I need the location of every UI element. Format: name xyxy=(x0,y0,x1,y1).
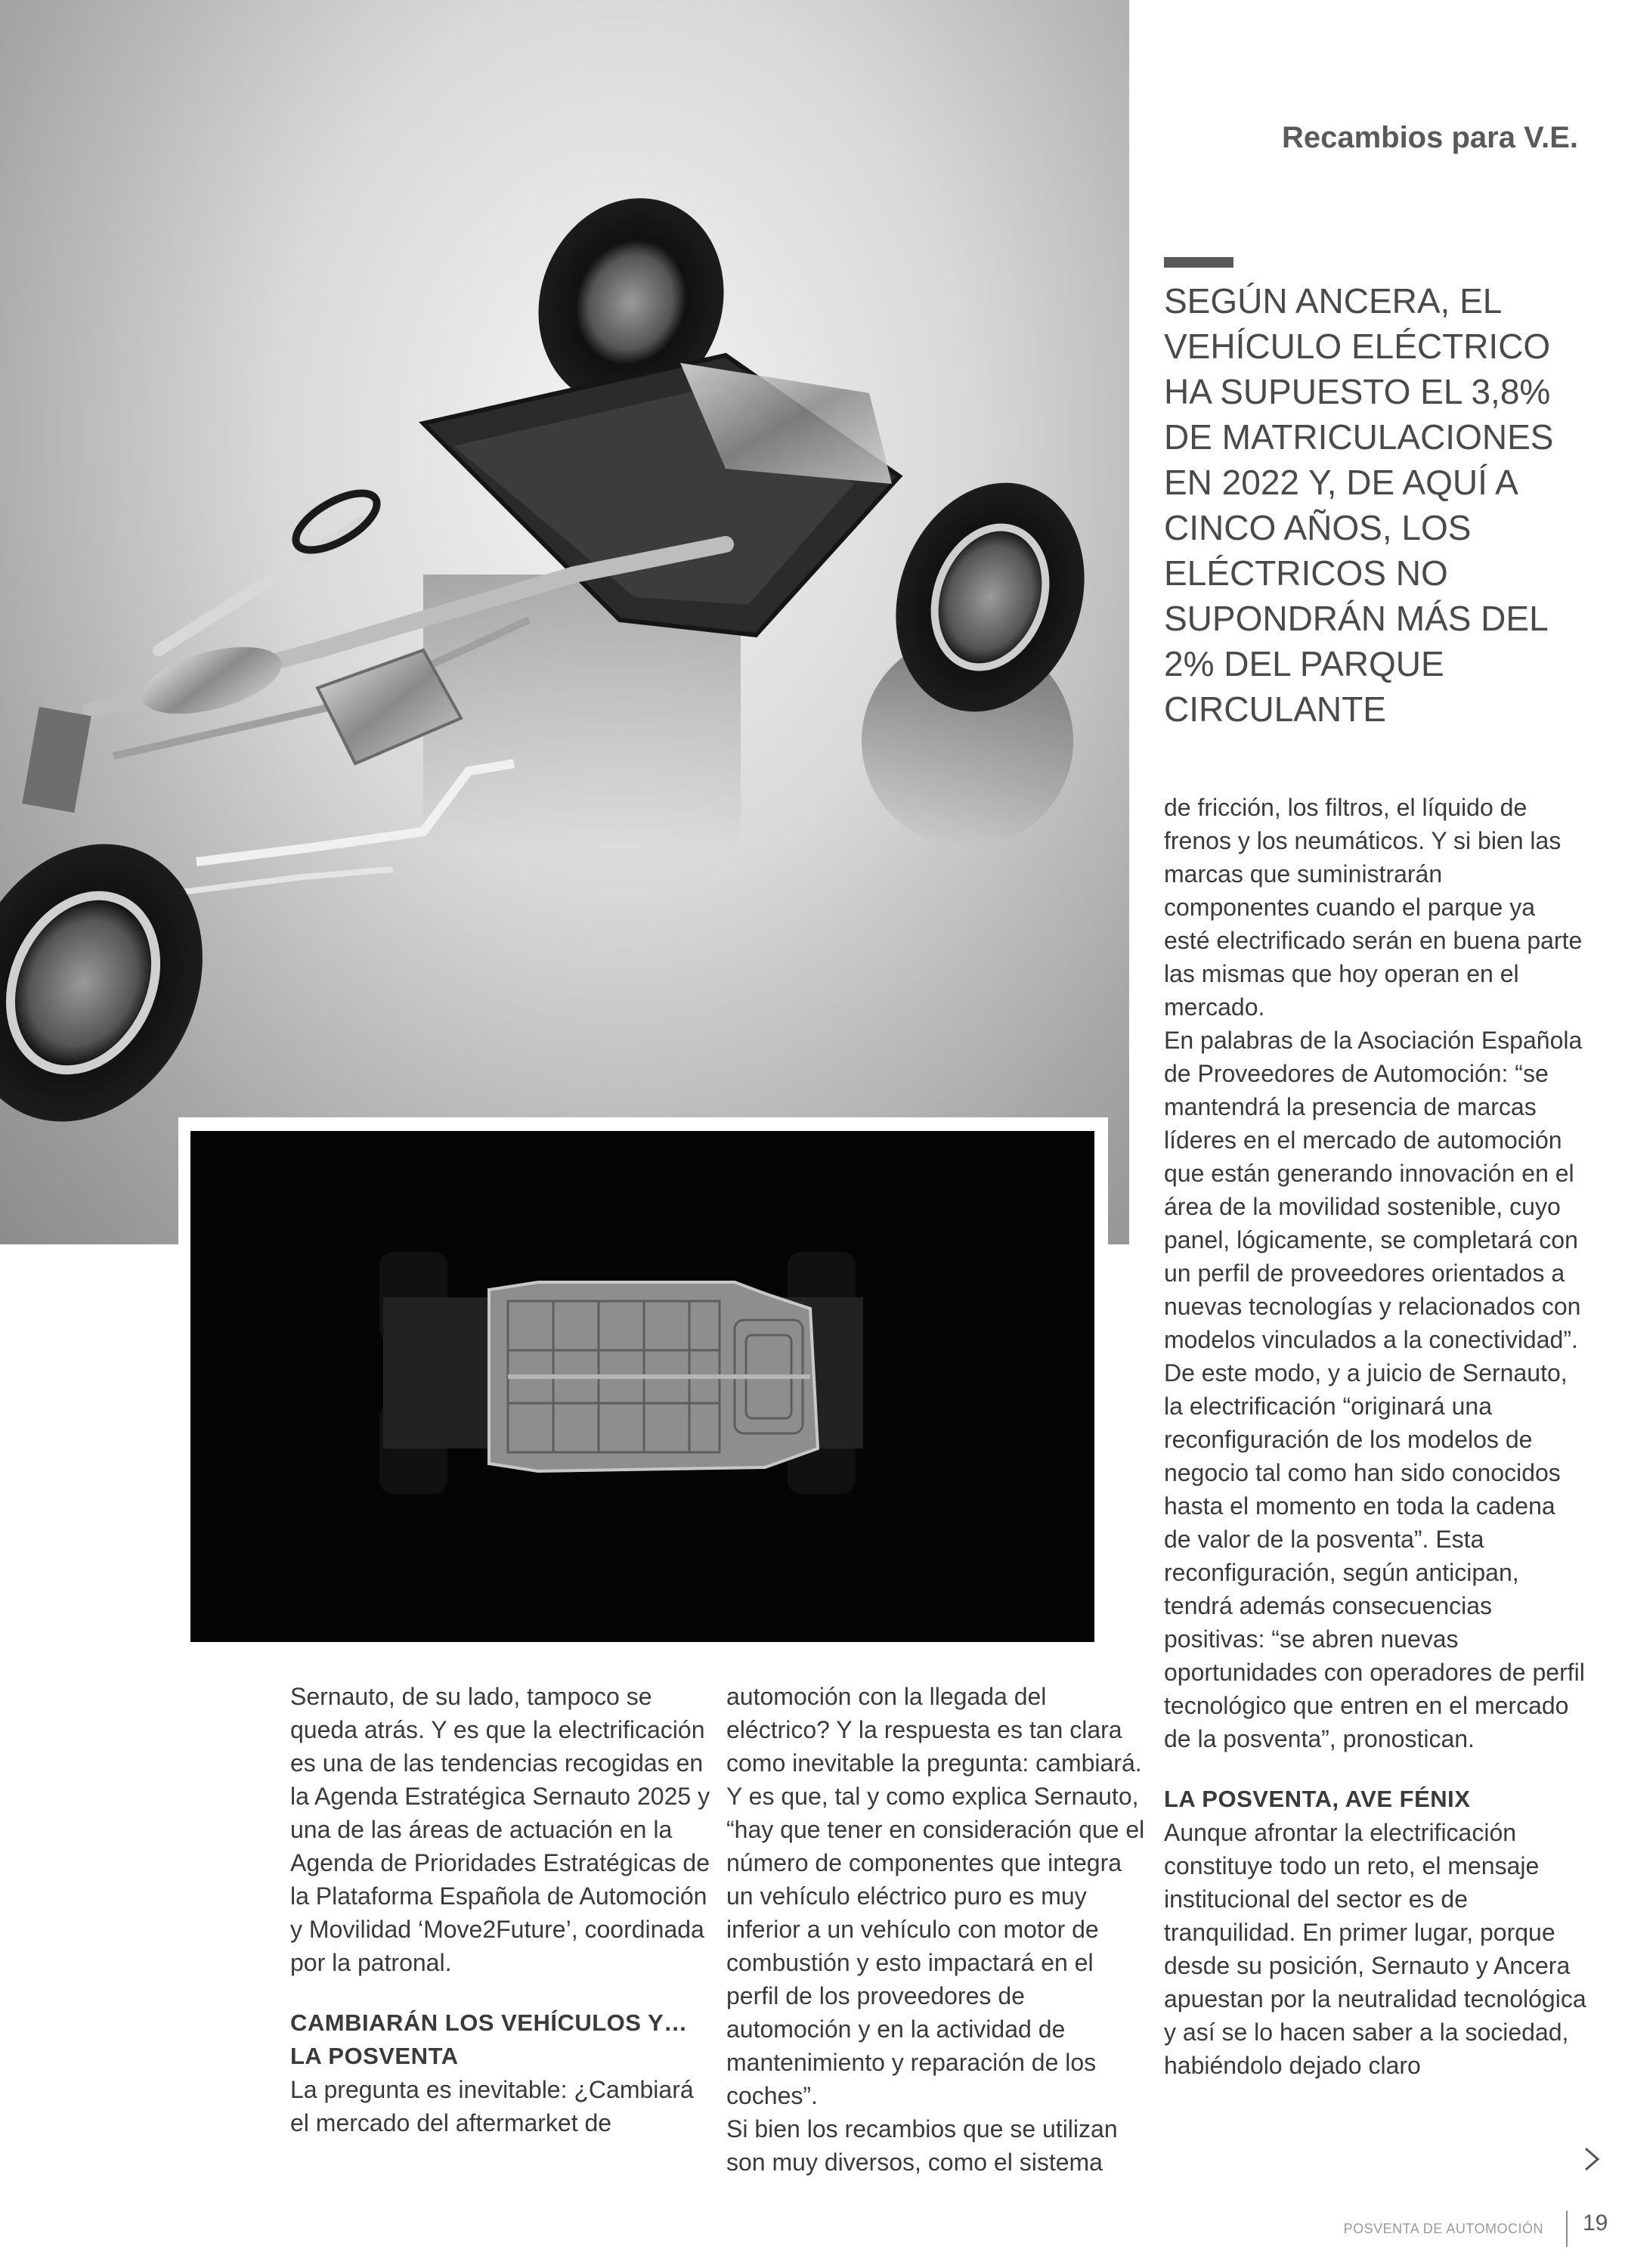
footer-publication: POSVENTA DE AUTOMOCIÓN xyxy=(1343,2221,1543,2236)
text-column-2 xyxy=(726,1680,1150,2179)
column2-paragraph-1: automoción con la llegada del eléctrico? Y la respuesta es tan clara como inevitable la pregunta: cambiará. Y es que, tal y como explica Sernauto, “hay que tener en consideración que el número de componentes que integra un vehículo eléctrico puro es muy inferior a un vehículo con motor de combustión y esto impactará en el perfil de los proveedores de automoción y en la actividad de mantenimiento y reparación de los coches”. xyxy=(726,1683,1145,2109)
ev-chassis-illustration xyxy=(0,0,1129,1244)
column3-paragraph-2: En palabras de la Asociación Española de Proveedores de Automoción: “se mantendrá la presencia de marcas líderes en el mercado de automoción que están generando innovación en el área de la movilidad sostenible, cuyo panel, lógicamente, se completará con un perfil de proveedores orientados a nuevas tecnologías y relacionados con modelos vinculados a la conectividad”. xyxy=(1164,1027,1583,1353)
footer-divider xyxy=(1566,2211,1568,2247)
column3-paragraph-4: Aunque afrontar la electrificación constituye todo un reto, el mensaje institucional del sector es de tranquilidad. En primer lugar, porque desde su posición, Sernauto y Ancera apuestan por la neutralidad tecnológica y así se lo hacen saber a la sociedad, habiéndolo dejado claro xyxy=(1164,1819,1586,2079)
page-number: 19 xyxy=(1583,2211,1608,2235)
text-column-3 xyxy=(1164,791,1587,2082)
text-column-1 xyxy=(290,1680,713,2139)
column3-subheading: LA POSVENTA, AVE FÉNIX xyxy=(1164,1786,1471,1812)
section-label: Recambios para V.E. xyxy=(1281,121,1578,154)
chevron-right-icon[interactable] xyxy=(1577,2144,1607,2174)
hero-chassis-photo xyxy=(0,0,1129,1244)
column1-subheading: CAMBIARÁN LOS VEHÍCULOS Y… LA POSVENTA xyxy=(290,2009,688,2069)
pull-quote: SEGÚN ANCERA, EL VEHÍCULO ELÉCTRICO HA SUPUESTO EL 3,8% DE MATRICULACIONES EN 2022 Y, DE AQUÍ A CINCO AÑOS, LOS ELÉCTRICOS NO SUPONDRÁN MÁS DEL 2% DEL PARQUE CIRCULANTE xyxy=(1164,281,1554,729)
column1-paragraph-1: Sernauto, de su lado, tampoco se queda atrás. Y es que la electrificación es una de las tendencias recogidas en la Agenda Estratégica Sernauto 2025 y una de las áreas de actuación en la Agenda de Prioridades Estratégicas de la Plataforma Española de Automoción y Movilidad ‘Move2Future’, coordinada por la patronal. xyxy=(290,1683,710,1976)
inset-battery-photo xyxy=(190,1131,1094,1642)
column2-paragraph-2: Si bien los recambios que se utilizan son muy diversos, como el sistema xyxy=(726,2115,1118,2176)
column3-paragraph-3: De este modo, y a juicio de Sernauto, la electrificación “originará una reconfiguración de los modelos de negocio tal como han sido conocidos hasta el momento en toda la cadena de valor de la posventa”. Esta reconfiguración, según anticipan, tendrá además consecuencias positivas: “se abren nuevas oportunidades con operadores de perfil tecnológico que entren en el mercado de la posventa”, pronostican. xyxy=(1164,1359,1585,1752)
column1-paragraph-2: La pregunta es inevitable: ¿Cambiará el mercado del aftermarket de xyxy=(290,2076,694,2136)
column3-paragraph-1: de fricción, los filtros, el líquido de frenos y los neumáticos. Y si bien las marcas que suministrarán componentes cuando el parque ya esté electrificado serán en buena parte las mismas que hoy operan en el mercado. xyxy=(1164,794,1583,1021)
quote-accent-bar xyxy=(1164,257,1233,268)
battery-pack-illustration xyxy=(190,1131,1094,1642)
